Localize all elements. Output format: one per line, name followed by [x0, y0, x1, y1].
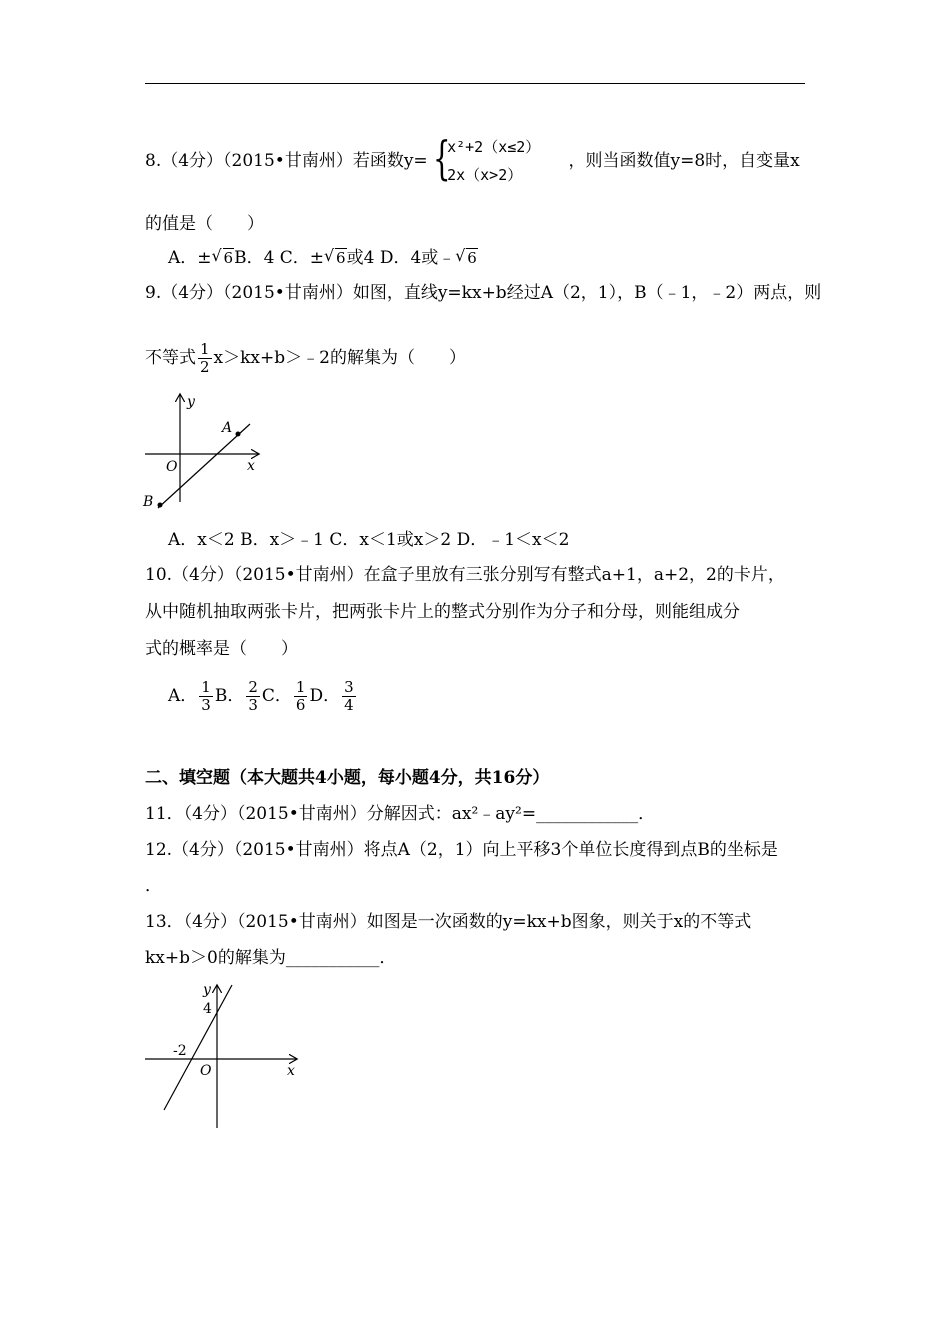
q13-x-label: x: [287, 1063, 295, 1079]
q9-point-a: [236, 432, 241, 437]
fraction-a: $\frac{1}{3}$: [201, 678, 211, 714]
q13-y-intercept-label: 4: [203, 1001, 212, 1017]
q8-line2: 的值是（ ）: [145, 214, 264, 234]
sqrt-6-c: √ 6: [324, 246, 346, 267]
fraction-d: $\frac{3}{4}$: [344, 678, 354, 714]
q10-option-d: D．: [309, 686, 341, 706]
q9-origin-label: O: [166, 459, 178, 475]
q10-option-a: A．: [168, 686, 198, 706]
q9-x-label: x: [247, 458, 255, 474]
q13-graph: [140, 980, 305, 1135]
q13-origin-label: O: [200, 1063, 212, 1079]
q12-line1: 12.（4分）（2015•甘南州）将点A（2，1）向上平移3个单位长度得到点B的坐标是: [145, 840, 778, 860]
q8-option-a: A．±: [168, 248, 212, 268]
q9-graph: [140, 390, 270, 515]
sqrt-6-d: √ 6: [455, 246, 477, 267]
section-2-heading: 二、填空题（本大题共4小题，每小题4分，共16分）: [145, 768, 550, 788]
q9-b-label: B: [143, 494, 154, 510]
q8-option-b: B．4 C．±: [234, 248, 325, 268]
q13-y-label: y: [203, 982, 211, 998]
q9-a-label: A: [222, 420, 233, 436]
q13-line2: kx+b＞0的解集为___________．: [145, 948, 397, 968]
q10-line2: 从中随机抽取两张卡片，把两张卡片上的整式分别作为分子和分母，则能组成分: [145, 602, 740, 622]
q8-suffix: ，则当函数值y=8时，自变量x: [568, 151, 800, 171]
sqrt-6-a: √ 6: [211, 246, 234, 267]
fraction-c: $\frac{1}{6}$: [295, 678, 306, 714]
q9-point-b: [158, 503, 163, 508]
q9-line1: 9.（4分）（2015•甘南州）如图，直线y=kx+b经过A（2，1），B（﹣1，﹣2）两点，则: [145, 283, 822, 303]
fraction-b: $\frac{2}{3}$: [248, 678, 258, 714]
q10-option-c: C．: [261, 686, 292, 706]
q11-line: 11．（4分）（2015•甘南州）分解因式：ax²﹣ay²=____________．: [145, 804, 656, 824]
q8-line1: [145, 131, 800, 185]
q9-y-label: y: [187, 394, 195, 410]
piecewise-case-2: 2x（x>2）: [447, 166, 523, 184]
q10-line1: 10.（4分）（2015•甘南州）在盒子里放有三张分别写有整式a+1，a+2，2的卡片，: [145, 565, 785, 585]
q13-x-intercept-label: -2: [173, 1043, 187, 1059]
piecewise-case-1: x²+2（x≤2）: [447, 138, 541, 156]
q9-options: A．x＜2 B．x＞﹣1 C．x＜1或x＞2 D．﹣1＜x＜2: [168, 530, 570, 550]
header-rule: [145, 83, 805, 84]
q10-option-b: B．: [214, 686, 245, 706]
q13-line1: 13．（4分）（2015•甘南州）如图是一次函数的y=kx+b图象，则关于x的不等式: [145, 912, 752, 932]
q8-prefix: 8.（4分）（2015•甘南州）若函数y=: [145, 151, 428, 171]
q8-option-d: 或4 D．4或﹣: [346, 248, 456, 268]
q9-line2: 不等式 $\frac{1}{2}$ x＞kx+b＞﹣2的解集为（ ）: [145, 340, 466, 376]
fraction-one-half: $\frac{1}{2}$: [200, 340, 210, 376]
q12-line2: ．: [145, 876, 162, 896]
piecewise-brace: {: [433, 131, 451, 185]
q10-line3: 式的概率是（ ）: [145, 639, 298, 659]
piecewise-function: [433, 131, 563, 185]
q8-options: [168, 246, 478, 270]
q10-options: [168, 676, 358, 716]
